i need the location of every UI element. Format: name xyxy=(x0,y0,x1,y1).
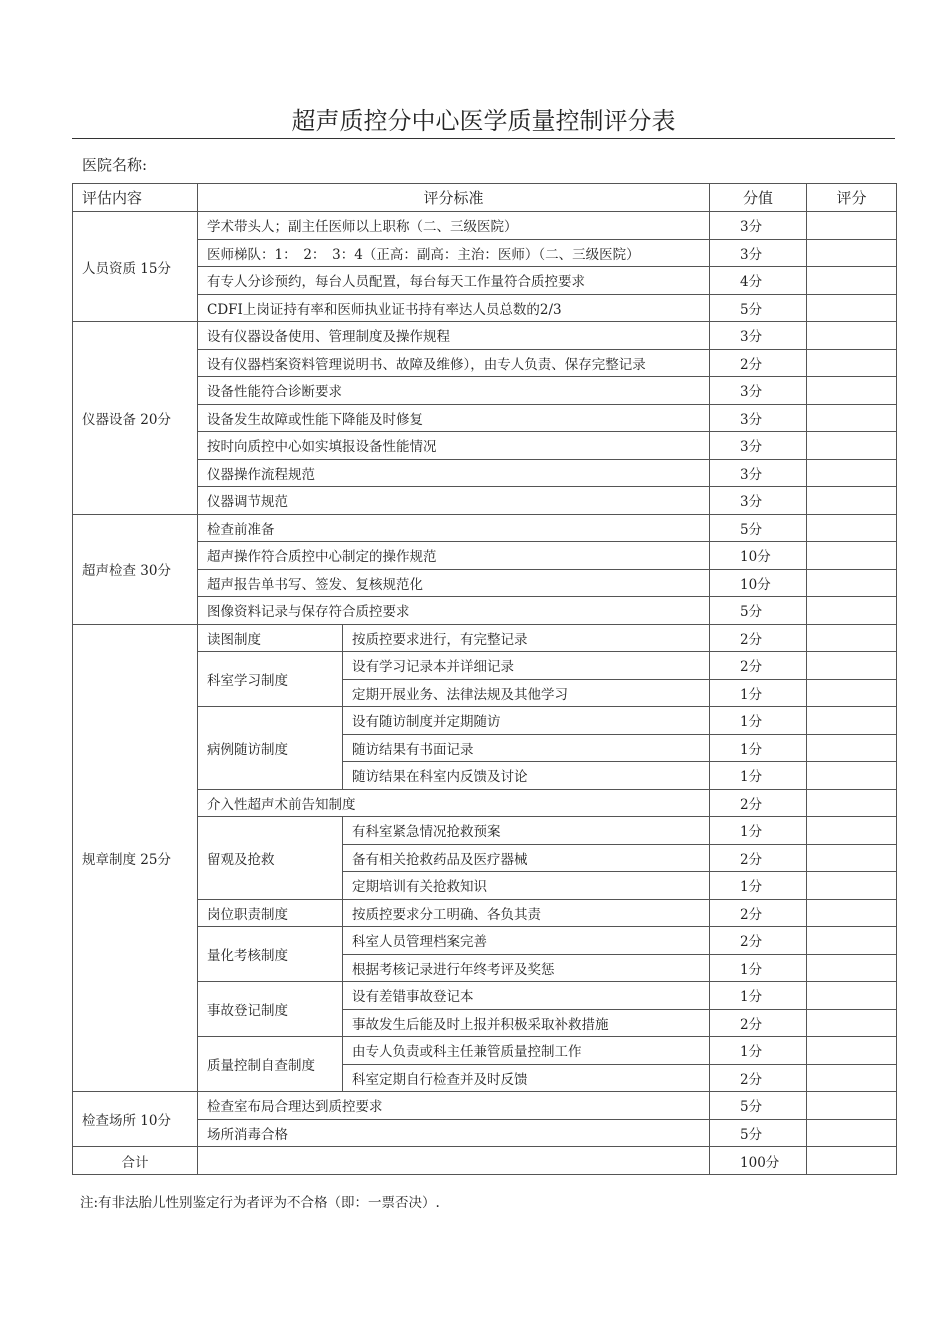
score-cell[interactable] xyxy=(807,322,897,350)
standard-cell: 设有仪器档案资料管理说明书、故障及维修），由专人负责、保存完整记录 xyxy=(198,349,710,377)
score-cell[interactable] xyxy=(807,1064,897,1092)
points-cell: 1分 xyxy=(710,707,807,735)
subcategory-cell: 质量控制自查制度 xyxy=(198,1037,343,1092)
item-cell: 科室人员管理档案完善 xyxy=(343,927,710,955)
subcategory-cell: 读图制度 xyxy=(198,624,343,652)
category-cell: 人员资质 15分 xyxy=(73,212,198,322)
standard-cell: 学术带头人；副主任医师以上职称（二、三级医院） xyxy=(198,212,710,240)
score-cell[interactable] xyxy=(807,1092,897,1120)
points-cell: 2分 xyxy=(710,844,807,872)
item-cell: 设有学习记录本并详细记录 xyxy=(343,652,710,680)
points-cell: 10分 xyxy=(710,569,807,597)
points-cell: 1分 xyxy=(710,872,807,900)
points-cell: 3分 xyxy=(710,487,807,515)
score-cell[interactable] xyxy=(807,652,897,680)
category-cell: 超声检查 30分 xyxy=(73,514,198,624)
item-cell: 按质控要求进行，有完整记录 xyxy=(343,624,710,652)
score-cell[interactable] xyxy=(807,1037,897,1065)
standard-cell: 按时向质控中心如实填报设备性能情况 xyxy=(198,432,710,460)
item-cell: 设有随访制度并定期随访 xyxy=(343,707,710,735)
total-label: 合计 xyxy=(73,1147,198,1175)
score-cell[interactable] xyxy=(807,734,897,762)
item-cell: 由专人负责或科主任兼管质量控制工作 xyxy=(343,1037,710,1065)
subcategory-cell: 留观及抢救 xyxy=(198,817,343,900)
item-cell: 定期开展业务、法律法规及其他学习 xyxy=(343,679,710,707)
points-cell: 3分 xyxy=(710,459,807,487)
points-cell: 4分 xyxy=(710,267,807,295)
score-cell[interactable] xyxy=(807,762,897,790)
score-cell[interactable] xyxy=(807,899,897,927)
footnote: 注:有非法胎儿性别鉴定行为者评为不合格（即：一票否决）. xyxy=(80,1195,440,1211)
header-content: 评估内容 xyxy=(73,184,198,212)
score-cell[interactable] xyxy=(807,487,897,515)
item-cell: 按质控要求分工明确、各负其责 xyxy=(343,899,710,927)
points-cell: 2分 xyxy=(710,927,807,955)
score-cell[interactable] xyxy=(807,679,897,707)
score-cell[interactable] xyxy=(807,459,897,487)
points-cell: 1分 xyxy=(710,679,807,707)
item-cell: 有科室紧急情况抢救预案 xyxy=(343,817,710,845)
standard-cell: 检查室布局合理达到质控要求 xyxy=(198,1092,710,1120)
score-cell[interactable] xyxy=(807,569,897,597)
score-cell[interactable] xyxy=(807,844,897,872)
score-cell[interactable] xyxy=(807,927,897,955)
table-row xyxy=(73,514,897,542)
score-cell[interactable] xyxy=(807,707,897,735)
standard-cell: 有专人分诊预约，每台人员配置，每台每天工作量符合质控要求 xyxy=(198,267,710,295)
standard-cell: 设有仪器设备使用、管理制度及操作规程 xyxy=(198,322,710,350)
score-cell[interactable] xyxy=(807,542,897,570)
total-score-cell[interactable] xyxy=(807,1147,897,1175)
item-cell: 定期培训有关抢救知识 xyxy=(343,872,710,900)
subcategory-cell: 岗位职责制度 xyxy=(198,899,343,927)
table-header-row xyxy=(73,184,897,212)
table-row xyxy=(73,322,897,350)
standard-cell: CDFI上岗证持有率和医师执业证书持有率达人员总数的2/3 xyxy=(198,294,710,322)
points-cell: 10分 xyxy=(710,542,807,570)
points-cell: 2分 xyxy=(710,624,807,652)
subcategory-cell: 科室学习制度 xyxy=(198,652,343,707)
score-cell[interactable] xyxy=(807,377,897,405)
subcategory-cell: 量化考核制度 xyxy=(198,927,343,982)
header-points: 分值 xyxy=(710,184,807,212)
points-cell: 2分 xyxy=(710,1064,807,1092)
standard-cell: 医师梯队：1： 2： 3：4（正高：副高：主治：医师）（二、三级医院） xyxy=(198,239,710,267)
item-cell: 设有差错事故登记本 xyxy=(343,982,710,1010)
score-cell[interactable] xyxy=(807,239,897,267)
score-cell[interactable] xyxy=(807,514,897,542)
total-points: 100分 xyxy=(710,1147,807,1175)
points-cell: 2分 xyxy=(710,1009,807,1037)
points-cell: 1分 xyxy=(710,982,807,1010)
standard-cell: 设备性能符合诊断要求 xyxy=(198,377,710,405)
points-cell: 1分 xyxy=(710,954,807,982)
standard-cell: 超声报告单书写、签发、复核规范化 xyxy=(198,569,710,597)
points-cell: 3分 xyxy=(710,239,807,267)
hospital-name-label: 医院名称: xyxy=(82,156,148,174)
standard-cell: 设备发生故障或性能下降能及时修复 xyxy=(198,404,710,432)
score-cell[interactable] xyxy=(807,982,897,1010)
score-cell[interactable] xyxy=(807,817,897,845)
points-cell: 2分 xyxy=(710,899,807,927)
points-cell: 1分 xyxy=(710,734,807,762)
score-cell[interactable] xyxy=(807,349,897,377)
points-cell: 2分 xyxy=(710,789,807,817)
points-cell: 1分 xyxy=(710,1037,807,1065)
points-cell: 5分 xyxy=(710,1119,807,1147)
score-cell[interactable] xyxy=(807,597,897,625)
standard-cell: 图像资料记录与保存符合质控要求 xyxy=(198,597,710,625)
score-cell[interactable] xyxy=(807,267,897,295)
score-cell[interactable] xyxy=(807,294,897,322)
category-cell: 仪器设备 20分 xyxy=(73,322,198,515)
item-cell: 根据考核记录进行年终考评及奖惩 xyxy=(343,954,710,982)
standard-cell: 仪器调节规范 xyxy=(198,487,710,515)
score-table xyxy=(72,183,897,1175)
item-cell: 介入性超声术前告知制度 xyxy=(198,789,710,817)
points-cell: 3分 xyxy=(710,377,807,405)
points-cell: 3分 xyxy=(710,432,807,460)
score-cell[interactable] xyxy=(807,1009,897,1037)
score-cell[interactable] xyxy=(807,872,897,900)
header-standard: 评分标准 xyxy=(198,184,710,212)
score-cell[interactable] xyxy=(807,1119,897,1147)
item-cell: 随访结果有书面记录 xyxy=(343,734,710,762)
item-cell: 事故发生后能及时上报并积极采取补救措施 xyxy=(343,1009,710,1037)
table-row xyxy=(73,212,897,240)
standard-cell: 场所消毒合格 xyxy=(198,1119,710,1147)
points-cell: 5分 xyxy=(710,514,807,542)
score-cell[interactable] xyxy=(807,432,897,460)
points-cell: 5分 xyxy=(710,1092,807,1120)
item-cell: 随访结果在科室内反馈及讨论 xyxy=(343,762,710,790)
points-cell: 5分 xyxy=(710,597,807,625)
points-cell: 1分 xyxy=(710,762,807,790)
subcategory-cell: 事故登记制度 xyxy=(198,982,343,1037)
subcategory-cell: 病例随访制度 xyxy=(198,707,343,790)
category-cell: 规章制度 25分 xyxy=(73,624,198,1092)
standard-cell: 检查前准备 xyxy=(198,514,710,542)
points-cell: 5分 xyxy=(710,294,807,322)
points-cell: 2分 xyxy=(710,349,807,377)
score-cell[interactable] xyxy=(807,404,897,432)
header-score: 评分 xyxy=(807,184,897,212)
total-row xyxy=(73,1147,897,1175)
table-row xyxy=(73,624,897,652)
item-cell: 备有相关抢救药品及医疗器械 xyxy=(343,844,710,872)
table-row xyxy=(73,1092,897,1120)
points-cell: 3分 xyxy=(710,322,807,350)
score-cell[interactable] xyxy=(807,624,897,652)
score-cell[interactable] xyxy=(807,954,897,982)
item-cell: 科室定期自行检查并及时反馈 xyxy=(343,1064,710,1092)
points-cell: 3分 xyxy=(710,404,807,432)
page-title: 超声质控分中心医学质量控制评分表 xyxy=(72,104,895,139)
score-cell[interactable] xyxy=(807,212,897,240)
total-blank-cell xyxy=(198,1147,710,1175)
points-cell: 2分 xyxy=(710,652,807,680)
standard-cell: 仪器操作流程规范 xyxy=(198,459,710,487)
points-cell: 1分 xyxy=(710,817,807,845)
category-cell: 检查场所 10分 xyxy=(73,1092,198,1147)
score-cell[interactable] xyxy=(807,789,897,817)
points-cell: 3分 xyxy=(710,212,807,240)
standard-cell: 超声操作符合质控中心制定的操作规范 xyxy=(198,542,710,570)
